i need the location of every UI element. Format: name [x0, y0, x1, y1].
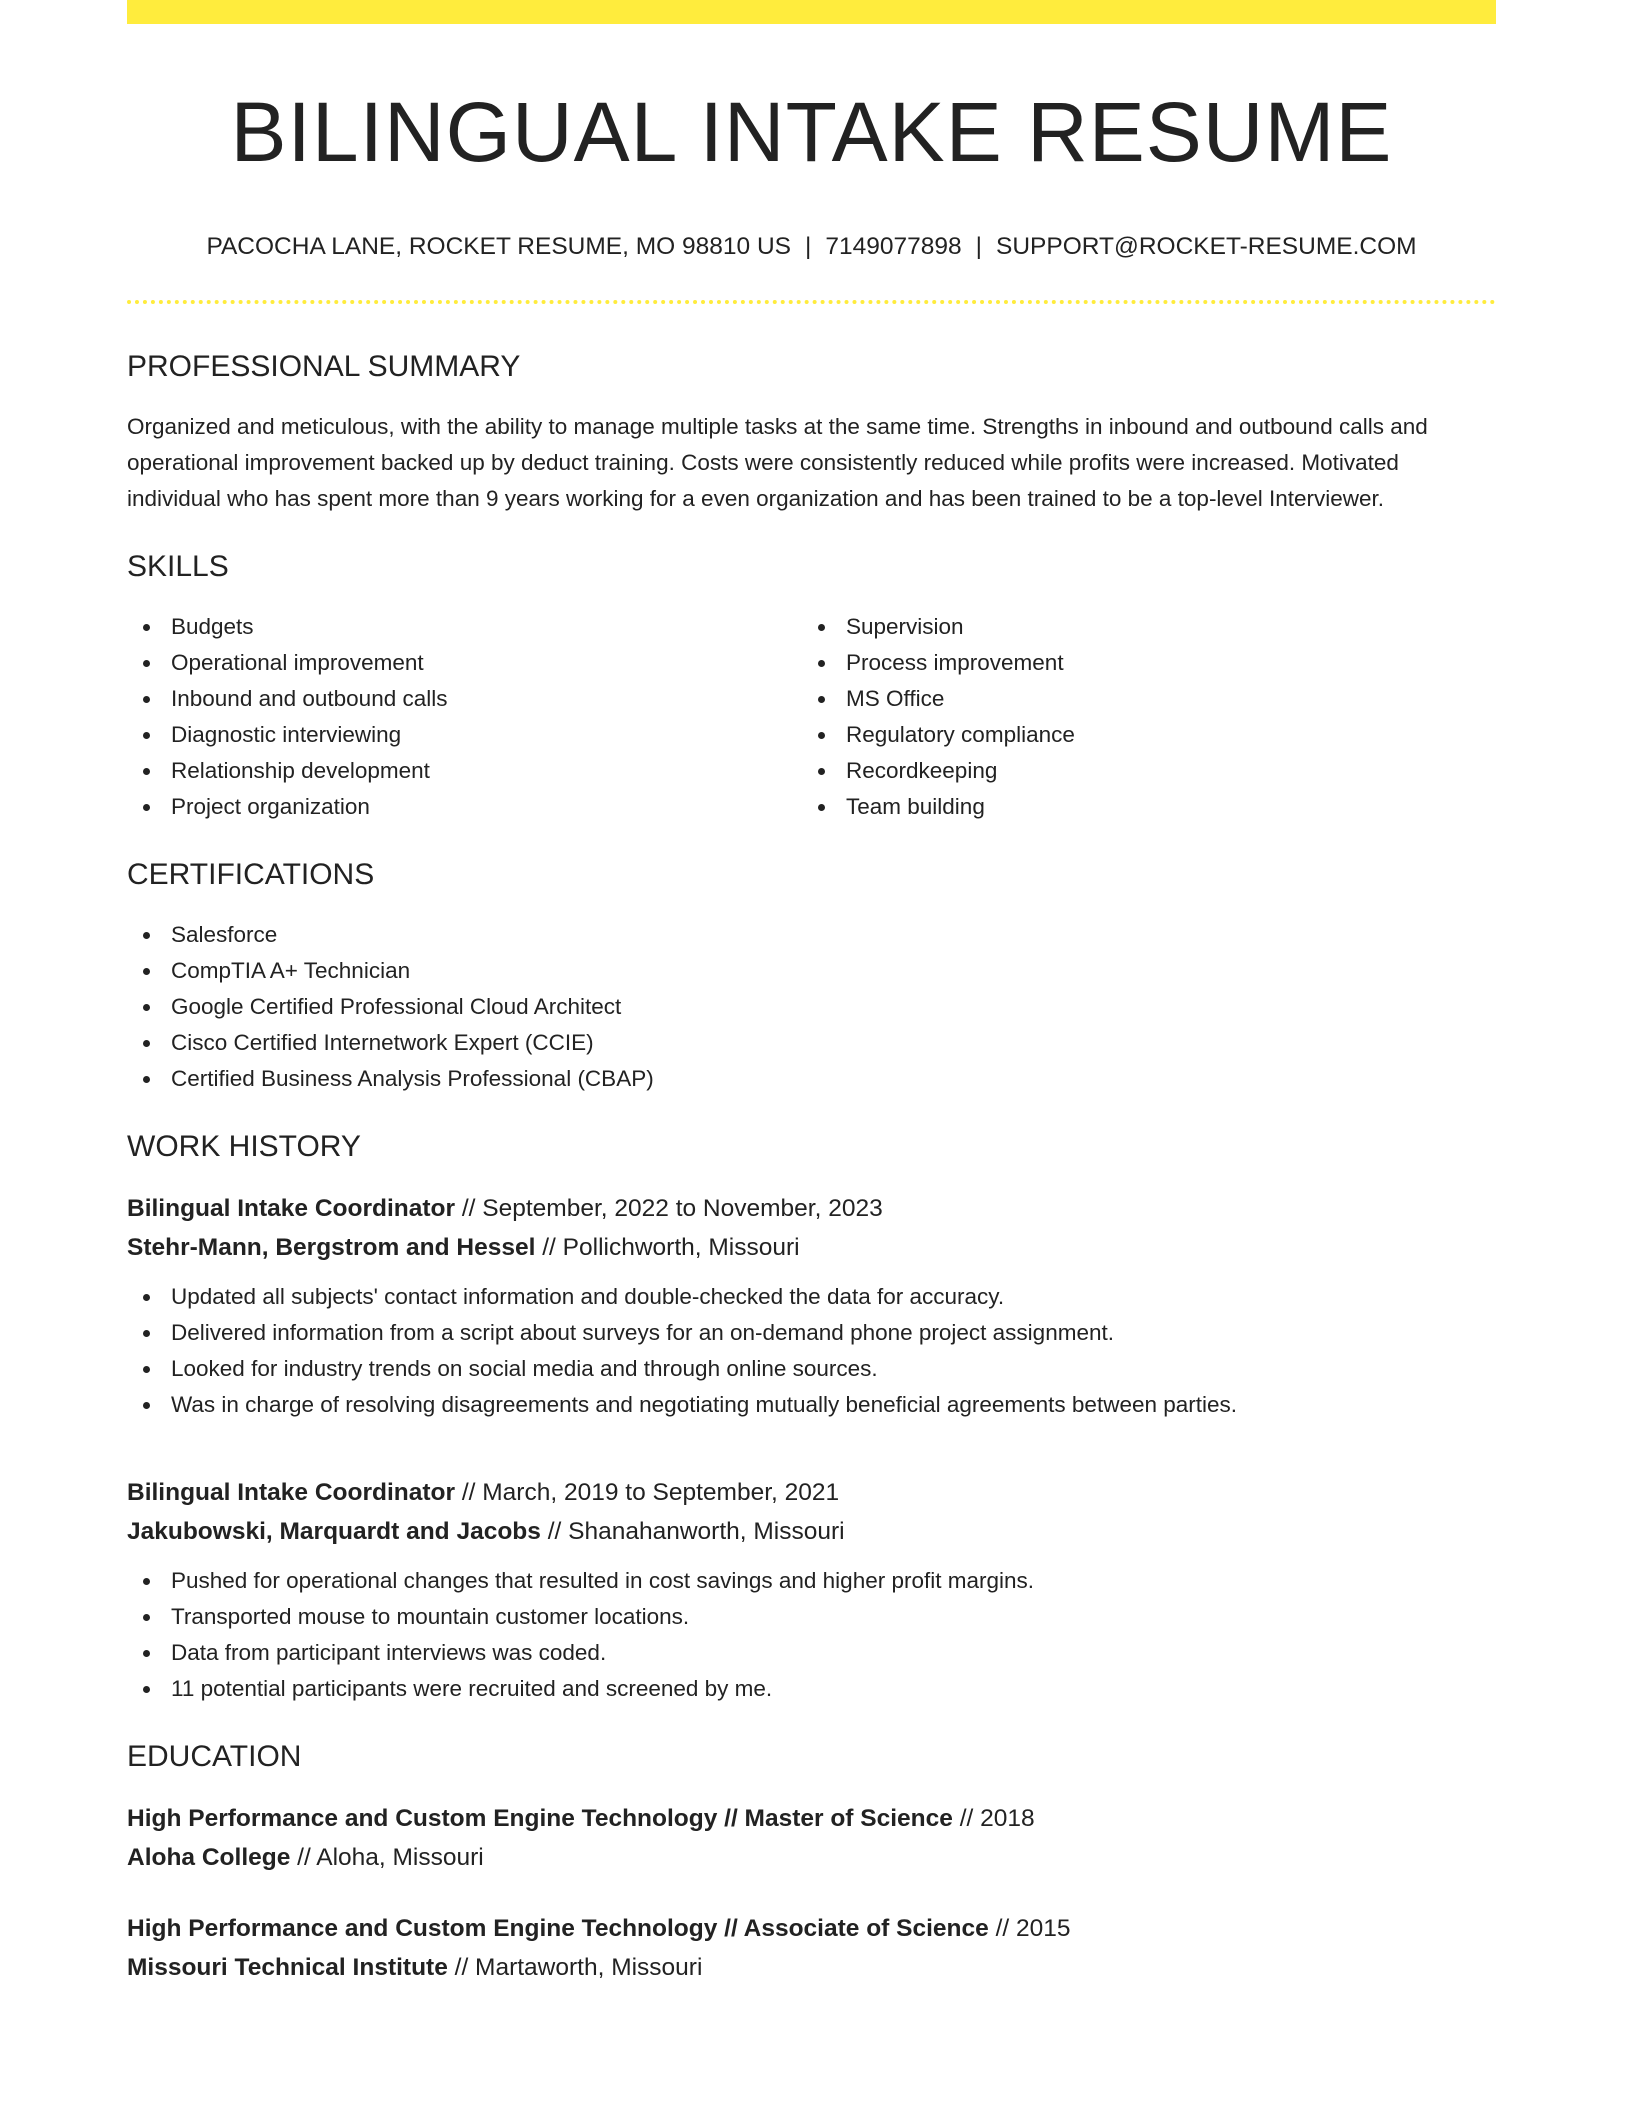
job-company-line: [127, 1228, 1496, 1267]
job-company: Stehr-Mann, Bergstrom and Hessel: [127, 1234, 536, 1261]
summary-text: Organized and meticulous, with the ability to manage multiple tasks at the same time. Strengths in inbound and outbound calls and operational improvement backed up by deduct training. Costs were consistently reduced while profits were increased. Motivated individual who has spent more than 9 years working for a even organization and has been trained to be a top-level Interviewer.: [127, 414, 1428, 511]
job-role: Bilingual Intake Coordinator: [127, 1195, 456, 1222]
skills-left-list: [127, 609, 802, 825]
degree-line: [127, 1799, 1496, 1838]
job-duty: Looked for industry trends on social media and through online sources.: [127, 1351, 1496, 1387]
job-dates: // March, 2019 to September, 2021: [455, 1479, 840, 1506]
school-name: Aloha College: [127, 1844, 291, 1871]
skill-item: Relationship development: [127, 753, 802, 789]
job-duty: Updated all subjects' contact information and double-checked the data for accuracy.: [127, 1279, 1496, 1315]
education-entry: [127, 1799, 1496, 1877]
certifications-list: [127, 917, 1496, 1097]
skill-item: Process improvement: [802, 645, 1477, 681]
dotted-divider: [127, 300, 1496, 304]
certification-item: Google Certified Professional Cloud Architect: [127, 989, 1496, 1025]
certification-item: Salesforce: [127, 917, 1496, 953]
certification-item: Certified Business Analysis Professional (CBAP): [127, 1061, 1496, 1097]
skills-heading: SKILLS: [127, 550, 229, 583]
contact-separator: |: [975, 233, 982, 260]
job-location: // Pollichworth, Missouri: [535, 1234, 800, 1261]
skill-item: Diagnostic interviewing: [127, 717, 802, 753]
contact-separator: |: [804, 233, 812, 260]
job-duty: Pushed for operational changes that resulted in cost savings and higher profit margins.: [127, 1563, 1496, 1599]
job-dates: // September, 2022 to November, 2023: [455, 1195, 883, 1222]
resume-page: [127, 0, 1496, 1987]
work-history-heading: WORK HISTORY: [127, 1130, 361, 1163]
school-name: Missouri Technical Institute: [127, 1954, 448, 1981]
skills-right-list: [802, 609, 1477, 825]
skill-item: Supervision: [802, 609, 1477, 645]
skill-item: Recordkeeping: [802, 753, 1477, 789]
job-duty: Delivered information from a script about surveys for an on-demand phone project assignment.: [127, 1315, 1496, 1351]
summary-heading: PROFESSIONAL SUMMARY: [127, 350, 521, 383]
job-duty: 11 potential participants were recruited and screened by me.: [127, 1671, 1496, 1707]
school-line: [127, 1948, 1496, 1987]
degree: High Performance and Custom Engine Technology // Master of Science: [127, 1805, 953, 1832]
skill-item: Project organization: [127, 789, 802, 825]
skill-item: Team building: [802, 789, 1477, 825]
skill-item: Budgets: [127, 609, 802, 645]
skills-columns: [127, 609, 1496, 825]
skill-item: Regulatory compliance: [802, 717, 1477, 753]
certification-item: Cisco Certified Internetwork Expert (CCIE): [127, 1025, 1496, 1061]
job-entry: [127, 1189, 1496, 1423]
contact-line: [127, 232, 1496, 262]
school-line: [127, 1838, 1496, 1877]
job-title-line: [127, 1473, 1496, 1512]
job-duty: Transported mouse to mountain customer locations.: [127, 1599, 1496, 1635]
job-duties-list: [127, 1563, 1496, 1707]
job-location: // Shanahanworth, Missouri: [540, 1518, 845, 1545]
job-title-line: [127, 1189, 1496, 1228]
job-role: Bilingual Intake Coordinator: [127, 1479, 456, 1506]
certification-item: CompTIA A+ Technician: [127, 953, 1496, 989]
accent-bar: [127, 0, 1496, 24]
skill-item: Inbound and outbound calls: [127, 681, 802, 717]
skill-item: MS Office: [802, 681, 1477, 717]
resume-title: BILINGUAL INTAKE RESUME: [230, 85, 1393, 179]
school-location: // Aloha, Missouri: [290, 1844, 484, 1871]
job-duty: Data from participant interviews was coded.: [127, 1635, 1496, 1671]
job-entry: [127, 1473, 1496, 1707]
degree-line: [127, 1909, 1496, 1948]
graduation-year: // 2018: [952, 1805, 1035, 1832]
degree: High Performance and Custom Engine Technology // Associate of Science: [127, 1915, 989, 1942]
address: PACOCHA LANE, ROCKET RESUME, MO 98810 US: [206, 233, 791, 260]
job-company: Jakubowski, Marquardt and Jacobs: [127, 1518, 541, 1545]
phone: 7149077898: [825, 233, 962, 260]
email: SUPPORT@ROCKET-RESUME.COM: [996, 233, 1417, 260]
job-duty: Was in charge of resolving disagreements and negotiating mutually beneficial agreements between parties.: [127, 1387, 1496, 1423]
job-company-line: [127, 1512, 1496, 1551]
certifications-heading: CERTIFICATIONS: [127, 858, 375, 891]
education-heading: EDUCATION: [127, 1740, 302, 1773]
education-entry: [127, 1909, 1496, 1987]
graduation-year: // 2015: [988, 1915, 1071, 1942]
skill-item: Operational improvement: [127, 645, 802, 681]
job-duties-list: [127, 1279, 1496, 1423]
school-location: // Martaworth, Missouri: [447, 1954, 703, 1981]
